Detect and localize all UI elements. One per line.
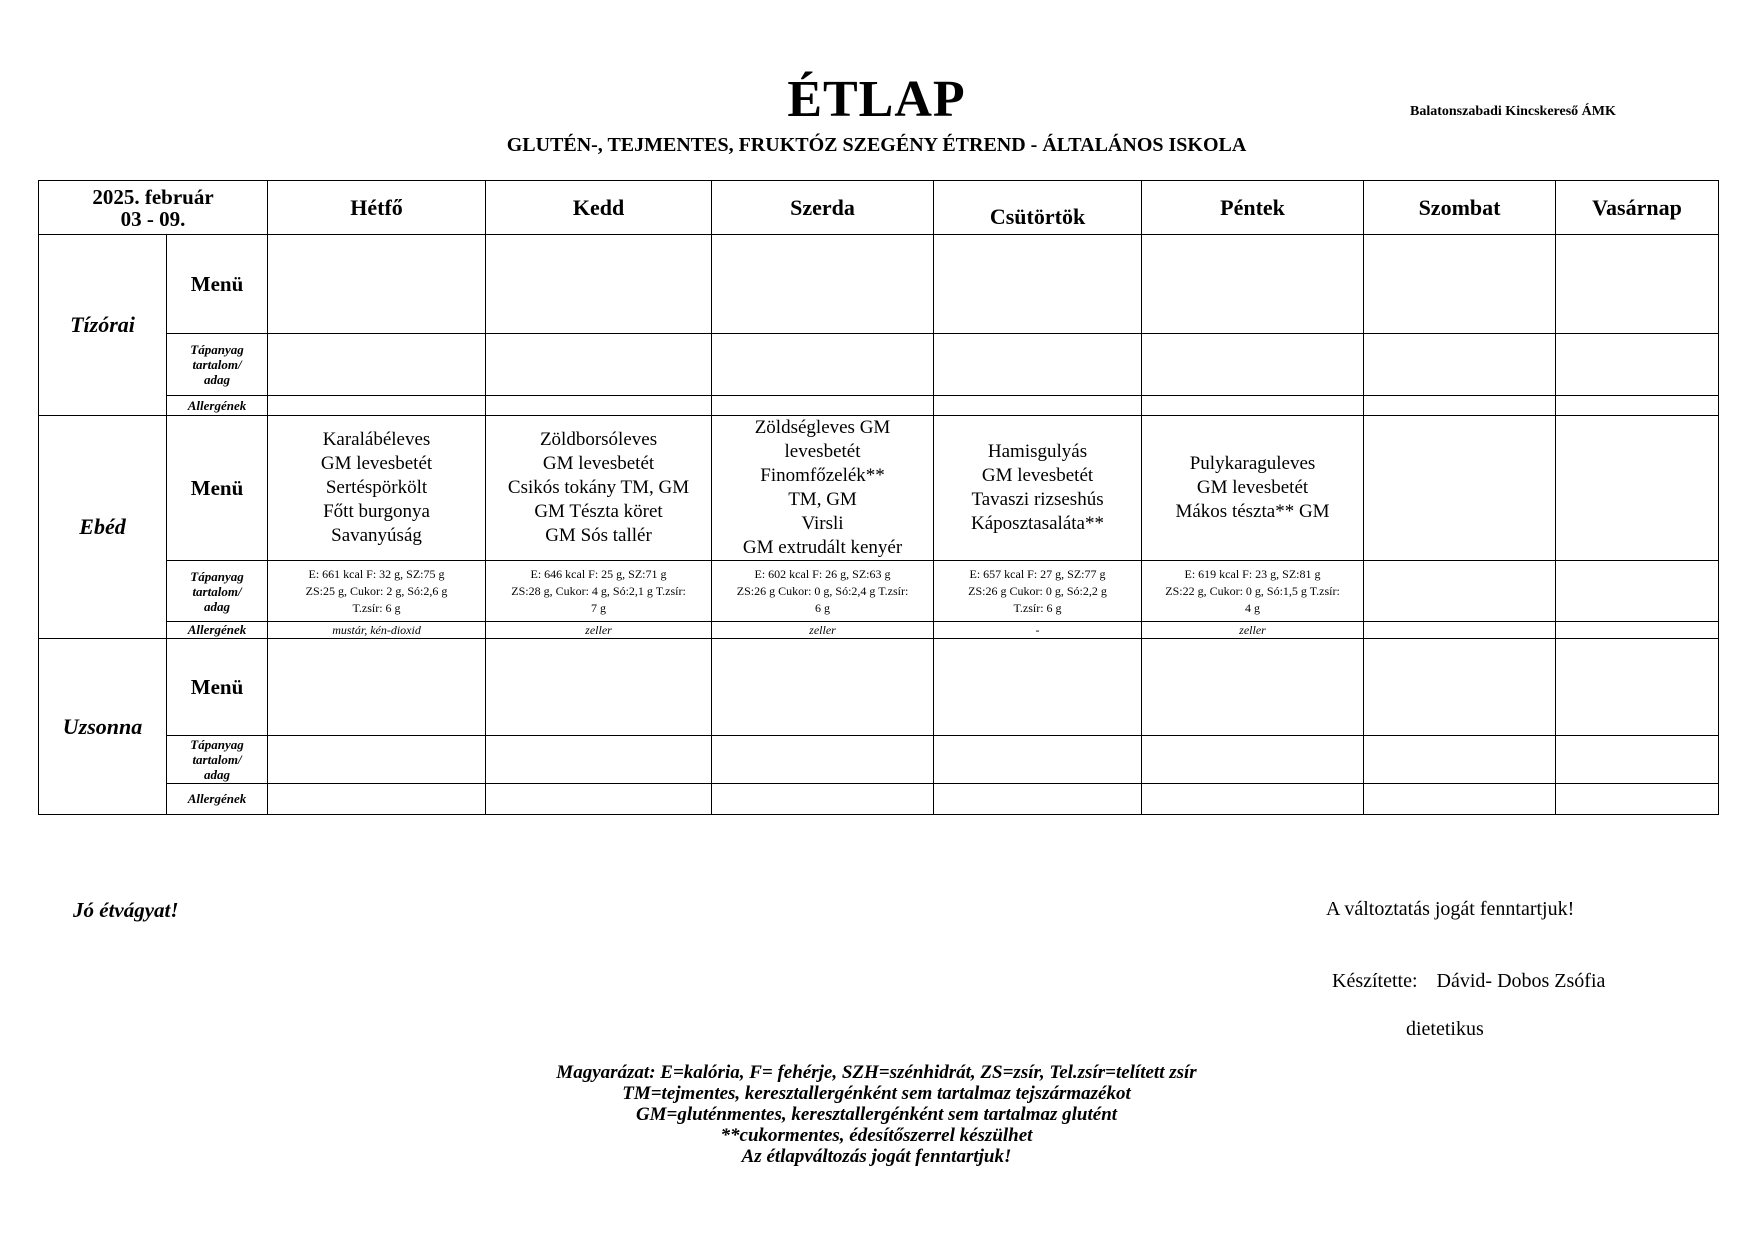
row-label-menu: Menü <box>167 235 268 334</box>
weekly-menu-table <box>38 180 1719 815</box>
ebed-allergens-wednesday: zeller <box>712 622 934 639</box>
nutrition-label-line: adag <box>204 372 230 387</box>
menu-cell <box>1142 639 1364 736</box>
nutrition-line: ZS:25 g, Cukor: 2 g, Só:2,6 g <box>305 583 448 598</box>
dish-line: GM levesbetét <box>981 465 1094 486</box>
nutrition-label-line: adag <box>204 598 230 614</box>
dish-line: Finomfőzelék** <box>760 465 885 486</box>
nutrition-line: T.zsír: 6 g <box>352 600 401 615</box>
nutrition-line: ZS:26 g Cukor: 0 g, Só:2,4 g T.zsír: <box>736 583 909 598</box>
ebed-nutrition-saturday <box>1364 561 1556 622</box>
day-header-saturday: Szombat <box>1364 181 1556 235</box>
allergen-cell <box>486 396 712 416</box>
day-header-friday: Péntek <box>1142 181 1364 235</box>
nutrition-label-line: tartalom/ <box>192 752 242 767</box>
allergen-cell <box>486 784 712 815</box>
day-header-thursday: Csütörtök <box>934 181 1142 235</box>
uzsonna-allergens-row <box>39 784 1719 815</box>
dish-line: Sertéspörkölt <box>325 477 428 498</box>
row-label-menu: Menü <box>167 416 268 561</box>
menu-cell <box>1142 235 1364 334</box>
nutrition-line: ZS:28 g, Cukor: 4 g, Só:2,1 g T.zsír: <box>511 583 686 598</box>
organization-name: Balatonszabadi Kincskereső ÁMK <box>1410 104 1616 119</box>
meal-name-ebed: Ebéd <box>39 416 167 639</box>
ebed-menu-thursday <box>934 416 1142 561</box>
date-month: 2025. február <box>92 184 214 209</box>
menu-cell <box>1556 235 1719 334</box>
page-title: ÉTLAP <box>787 71 966 128</box>
nutrition-cell <box>712 334 934 396</box>
dish-line: GM Tészta köret <box>534 501 663 522</box>
nutrition-cell <box>1364 736 1556 784</box>
allergen-cell <box>1142 396 1364 416</box>
allergen-cell <box>268 396 486 416</box>
ebed-menu-tuesday <box>486 416 712 561</box>
legend-line: GM=gluténmentes, keresztallergénként sem tartalmaz glutént <box>635 1104 1118 1125</box>
legend-line: Magyarázat: E=kalória, F= fehérje, SZH=szénhidrát, ZS=zsír, Tel.zsír=telített zsír <box>556 1062 1197 1083</box>
ebed-menu-saturday <box>1364 416 1556 561</box>
dish-line: GM levesbetét <box>1196 477 1309 498</box>
ebed-menu-friday <box>1142 416 1364 561</box>
dish-line: Mákos tészta** GM <box>1175 501 1330 522</box>
nutrition-line: ZS:22 g, Cukor: 0 g, Só:1,5 g T.zsír: <box>1165 583 1340 598</box>
ebed-menu-monday <box>268 416 486 561</box>
dish-line: Káposztasaláta** <box>971 513 1104 534</box>
ebed-allergens-tuesday: zeller <box>486 622 712 639</box>
nutrition-label-line: tartalom/ <box>192 583 242 599</box>
ebed-menu-wednesday <box>712 416 934 561</box>
dish-line: Pulykaraguleves <box>1189 453 1316 474</box>
nutrition-line: E: 602 kcal F: 26 g, SZ:63 g <box>754 566 891 581</box>
menu-cell <box>268 235 486 334</box>
dish-line: Zöldségleves GM <box>754 417 891 438</box>
legend-block <box>0 1062 1753 1167</box>
nutrition-cell <box>1142 736 1364 784</box>
allergen-cell <box>1364 396 1556 416</box>
table-header-row <box>39 181 1719 235</box>
legend-line: Az étlapváltozás jogát fenntartjuk! <box>741 1146 1012 1167</box>
row-label-allergens: Allergének <box>167 622 268 639</box>
ebed-nutrition-sunday <box>1556 561 1719 622</box>
dish-line: Zöldborsóleves <box>539 429 658 450</box>
allergen-cell <box>934 784 1142 815</box>
day-header-sunday: Vasárnap <box>1556 181 1719 235</box>
ebed-menu-sunday <box>1556 416 1719 561</box>
dish-line: Tavaszi rizseshús <box>971 489 1104 510</box>
dish-line: Virsli <box>801 513 844 534</box>
menu-cell <box>1364 235 1556 334</box>
row-label-nutrition <box>167 561 268 622</box>
menu-cell <box>934 235 1142 334</box>
greeting-text: Jó étvágyat! <box>73 898 179 922</box>
uzsonna-menu-row <box>39 639 1719 736</box>
ebed-allergens-monday: mustár, kén-dioxid <box>268 622 486 639</box>
menu-cell <box>486 639 712 736</box>
ebed-menu-row <box>39 416 1719 561</box>
day-header-monday: Hétfő <box>268 181 486 235</box>
ebed-allergens-saturday <box>1364 622 1556 639</box>
row-label-allergens: Allergének <box>167 396 268 416</box>
nutrition-cell <box>1556 736 1719 784</box>
allergen-cell <box>1142 784 1364 815</box>
nutrition-cell <box>268 334 486 396</box>
ebed-allergens-thursday: - <box>934 622 1142 639</box>
dish-line: GM extrudált kenyér <box>742 537 903 558</box>
dish-line: Karalábéleves <box>322 429 431 450</box>
dish-line: TM, GM <box>788 489 857 510</box>
tizorai-nutrition-row <box>39 334 1719 396</box>
nutrition-label-line: adag <box>204 767 230 782</box>
menu-cell <box>712 639 934 736</box>
nutrition-line: 6 g <box>815 600 831 615</box>
dish-line: levesbetét <box>784 441 861 462</box>
dish-line: GM Sós tallér <box>545 525 652 546</box>
nutrition-cell <box>1142 334 1364 396</box>
dish-line: Főtt burgonya <box>323 501 430 522</box>
dish-line: Csikós tokány TM, GM <box>507 477 690 498</box>
meal-name-uzsonna: Uzsonna <box>39 639 167 815</box>
uzsonna-nutrition-row <box>39 736 1719 784</box>
nutrition-line: 7 g <box>591 600 607 615</box>
tizorai-allergens-row <box>39 396 1719 416</box>
meal-name-tizorai: Tízórai <box>39 235 167 416</box>
row-label-allergens: Allergének <box>167 784 268 815</box>
nutrition-line: E: 657 kcal F: 27 g, SZ:77 g <box>969 566 1106 581</box>
rights-notice: A változtatás jogát fenntartjuk! <box>1326 898 1575 920</box>
ebed-nutrition-row <box>39 561 1719 622</box>
nutrition-line: T.zsír: 6 g <box>1013 600 1062 615</box>
nutrition-line: E: 619 kcal F: 23 g, SZ:81 g <box>1184 566 1321 581</box>
menu-cell <box>934 639 1142 736</box>
row-label-nutrition <box>167 736 268 784</box>
date-days: 03 - 09. <box>120 206 186 231</box>
ebed-allergens-sunday <box>1556 622 1719 639</box>
author-line <box>1332 970 1605 993</box>
nutrition-label-line: Tápanyag <box>190 568 244 584</box>
ebed-nutrition-tuesday <box>486 561 712 622</box>
day-header-tuesday: Kedd <box>486 181 712 235</box>
menu-cell <box>1556 639 1719 736</box>
nutrition-line: E: 646 kcal F: 25 g, SZ:71 g <box>530 566 667 581</box>
dish-line: GM levesbetét <box>542 453 655 474</box>
nutrition-cell <box>712 736 934 784</box>
menu-cell <box>268 639 486 736</box>
legend-line: **cukormentes, édesítőszerrel készülhet <box>720 1125 1033 1146</box>
row-label-nutrition <box>167 334 268 396</box>
author-name: Dávid- Dobos Zsófia <box>1436 970 1606 992</box>
ebed-nutrition-monday <box>268 561 486 622</box>
ebed-allergens-row <box>39 622 1719 639</box>
date-range-cell <box>39 181 268 235</box>
row-label-menu: Menü <box>167 639 268 736</box>
nutrition-label-line: Tápanyag <box>190 342 244 357</box>
menu-cell <box>1364 639 1556 736</box>
legend-line: TM=tejmentes, keresztallergénként sem tartalmaz tejszármazékot <box>622 1083 1131 1104</box>
allergen-cell <box>268 784 486 815</box>
day-header-wednesday: Szerda <box>712 181 934 235</box>
author-title: dietetikus <box>1406 1018 1484 1040</box>
author-label: Készítette: <box>1332 970 1418 992</box>
nutrition-line: ZS:26 g Cukor: 0 g, Só:2,2 g <box>968 583 1107 598</box>
nutrition-cell <box>486 334 712 396</box>
nutrition-cell <box>268 736 486 784</box>
page-subtitle: GLUTÉN-, TEJMENTES, FRUKTÓZ SZEGÉNY ÉTREND - ÁLTALÁNOS ISKOLA <box>506 134 1247 156</box>
nutrition-cell <box>934 334 1142 396</box>
ebed-nutrition-wednesday <box>712 561 934 622</box>
dish-line: Hamisgulyás <box>987 441 1088 462</box>
ebed-allergens-friday: zeller <box>1142 622 1364 639</box>
allergen-cell <box>1556 784 1719 815</box>
nutrition-cell <box>1364 334 1556 396</box>
allergen-cell <box>1364 784 1556 815</box>
nutrition-line: E: 661 kcal F: 32 g, SZ:75 g <box>308 566 445 581</box>
nutrition-cell <box>934 736 1142 784</box>
allergen-cell <box>1556 396 1719 416</box>
nutrition-cell <box>1556 334 1719 396</box>
tizorai-menu-row <box>39 235 1719 334</box>
ebed-nutrition-thursday <box>934 561 1142 622</box>
ebed-nutrition-friday <box>1142 561 1364 622</box>
nutrition-line: 4 g <box>1245 600 1261 615</box>
allergen-cell <box>712 396 934 416</box>
menu-cell <box>712 235 934 334</box>
nutrition-cell <box>486 736 712 784</box>
nutrition-label-line: tartalom/ <box>192 357 242 372</box>
dish-line: Savanyúság <box>331 525 422 546</box>
menu-cell <box>486 235 712 334</box>
allergen-cell <box>712 784 934 815</box>
dish-line: GM levesbetét <box>320 453 433 474</box>
nutrition-label-line: Tápanyag <box>190 737 244 752</box>
allergen-cell <box>934 396 1142 416</box>
